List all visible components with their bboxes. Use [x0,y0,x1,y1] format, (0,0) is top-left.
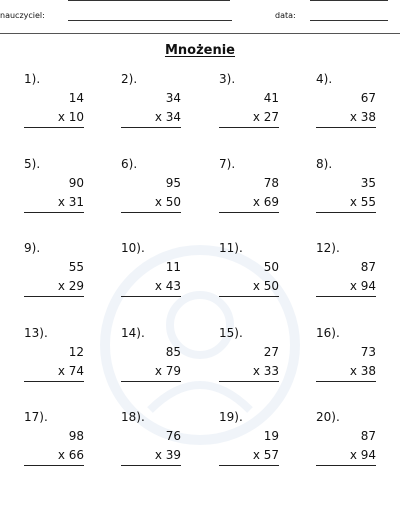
problem-number: 4). [316,72,333,86]
problem-number: 19). [219,410,243,424]
multiplicand: 14 [68,91,84,105]
multiplier: x 38 [349,110,376,124]
problem-13 [24,326,84,396]
problem-11 [219,241,279,311]
multiplicand: 76 [165,429,181,443]
problem-2 [121,72,181,142]
problem-number: 5). [24,157,41,171]
problem-number: 2). [121,72,138,86]
answer-line [219,381,279,382]
problem-5 [24,157,84,227]
answer-line [219,465,279,466]
problem-number: 12). [316,241,340,255]
multiplicand: 34 [165,91,181,105]
teacher-label: nauczyciel: [0,11,45,20]
multiplier: x 27 [252,110,279,124]
problem-number: 16). [316,326,340,340]
multiplicand: 85 [165,345,181,359]
problem-20 [316,410,376,480]
problem-1 [24,72,84,142]
problem-number: 13). [24,326,48,340]
multiplicand: 41 [263,91,279,105]
problem-9 [24,241,84,311]
problem-16 [316,326,376,396]
problem-number: 1). [24,72,41,86]
answer-line [219,127,279,128]
multiplier: x 43 [154,279,181,293]
multiplier: x 31 [57,195,84,209]
multiplicand: 95 [165,176,181,190]
multiplier: x 50 [154,195,181,209]
answer-line [121,296,181,297]
multiplier: x 50 [252,279,279,293]
answer-line [121,212,181,213]
answer-line [316,127,376,128]
date-label: data: [275,11,296,20]
multiplicand: 19 [263,429,279,443]
answer-line [24,296,84,297]
answer-line [316,296,376,297]
multiplicand: 90 [68,176,84,190]
answer-line [24,465,84,466]
problem-19 [219,410,279,480]
problem-17 [24,410,84,480]
multiplier: x 57 [252,448,279,462]
answer-line [316,465,376,466]
problem-14 [121,326,181,396]
multiplicand: 78 [263,176,279,190]
answer-line [219,212,279,213]
problem-10 [121,241,181,311]
answer-line [24,127,84,128]
problem-number: 7). [219,157,236,171]
problem-number: 14). [121,326,145,340]
multiplicand: 11 [165,260,181,274]
multiplicand: 27 [263,345,279,359]
multiplicand: 73 [360,345,376,359]
problem-number: 11). [219,241,243,255]
multiplier: x 38 [349,364,376,378]
answer-line [219,296,279,297]
page-title: Mnożenie [164,43,236,58]
multiplier: x 55 [349,195,376,209]
problem-number: 6). [121,157,138,171]
answer-line [316,381,376,382]
multiplier: x 33 [252,364,279,378]
multiplicand: 12 [68,345,84,359]
multiplicand: 50 [263,260,279,274]
multiplier: x 94 [349,448,376,462]
problem-number: 20). [316,410,340,424]
multiplicand: 98 [68,429,84,443]
problem-number: 3). [219,72,236,86]
multiplier: x 29 [57,279,84,293]
problem-6 [121,157,181,227]
multiplicand: 35 [360,176,376,190]
multiplicand: 55 [68,260,84,274]
problem-number: 9). [24,241,41,255]
multiplicand: 87 [360,429,376,443]
problem-4 [316,72,376,142]
multiplier: x 10 [57,110,84,124]
problem-7 [219,157,279,227]
problem-number: 17). [24,410,48,424]
multiplier: x 94 [349,279,376,293]
problem-number: 18). [121,410,145,424]
multiplier: x 66 [57,448,84,462]
answer-line [24,381,84,382]
answer-line [121,381,181,382]
problem-number: 15). [219,326,243,340]
multiplier: x 79 [154,364,181,378]
multiplier: x 39 [154,448,181,462]
multiplicand: 67 [360,91,376,105]
answer-line [121,127,181,128]
problem-8 [316,157,376,227]
problem-number: 10). [121,241,145,255]
answer-line [24,212,84,213]
problem-18 [121,410,181,480]
multiplier: x 74 [57,364,84,378]
problem-number: 8). [316,157,333,171]
problem-15 [219,326,279,396]
problem-12 [316,241,376,311]
multiplicand: 87 [360,260,376,274]
problem-3 [219,72,279,142]
answer-line [316,212,376,213]
answer-line [121,465,181,466]
multiplier: x 34 [154,110,181,124]
multiplier: x 69 [252,195,279,209]
